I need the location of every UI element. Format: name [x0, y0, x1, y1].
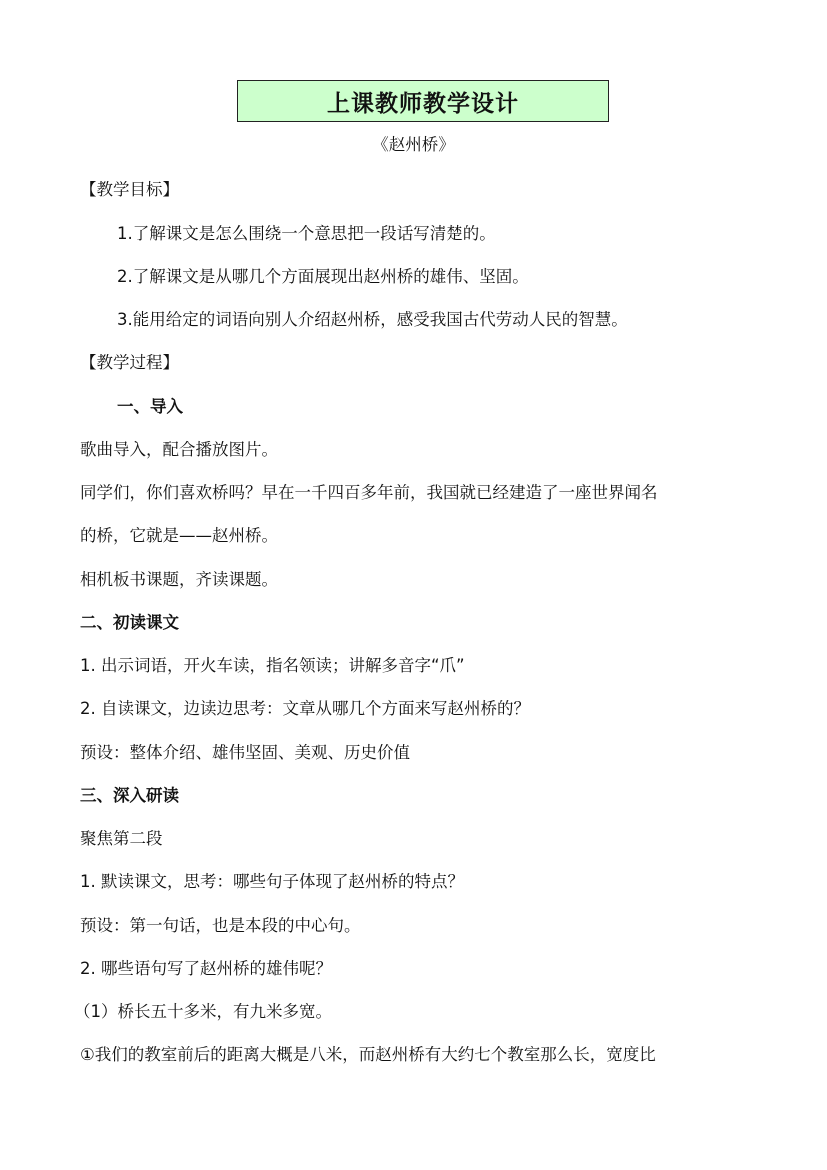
section-1-heading: 一、导入 [117, 397, 183, 416]
document-title: 上课教师教学设计 [237, 80, 609, 122]
paragraph-line: 2. 哪些语句写了赵州桥的雄伟呢？ [80, 959, 332, 978]
objective-item-1: 1.了解课文是怎么围绕一个意思把一段话写清楚的。 [117, 224, 496, 243]
paragraph-line: 1. 默读课文，思考：哪些句子体现了赵州桥的特点？ [80, 872, 464, 891]
objective-item-3: 3.能用给定的词语向别人介绍赵州桥，感受我国古代劳动人民的智慧。 [117, 310, 628, 329]
paragraph-line: 同学们，你们喜欢桥吗？早在一千四百多年前，我国就已经建造了一座世界闻名 [80, 483, 658, 502]
objective-item-2: 2.了解课文是从哪几个方面展现出赵州桥的雄伟、坚固。 [117, 267, 529, 286]
paragraph-line: 的桥，它就是——赵州桥。 [80, 526, 278, 545]
paragraph-line: 预设：第一句话，也是本段的中心句。 [80, 916, 361, 935]
paragraph-line: 相机板书课题，齐读课题。 [80, 570, 278, 589]
section-3-heading: 三、深入研读 [80, 786, 179, 805]
objectives-heading: 【教学目标】 [80, 180, 179, 199]
process-heading: 【教学过程】 [80, 353, 179, 372]
section-2-heading: 二、初读课文 [80, 613, 179, 632]
paragraph-line: （1）桥长五十多米，有九米多宽。 [74, 1002, 332, 1021]
paragraph-line: 歌曲导入，配合播放图片。 [80, 440, 278, 459]
paragraph-line: 预设：整体介绍、雄伟坚固、美观、历史价值 [80, 743, 410, 762]
paragraph-line: 1. 出示词语，开火车读，指名领读；讲解多音字“爪” [80, 656, 465, 675]
lesson-subtitle: 《赵州桥》 [372, 135, 455, 154]
paragraph-line: 2. 自读课文，边读边思考：文章从哪几个方面来写赵州桥的？ [80, 699, 530, 718]
paragraph-line: 聚焦第二段 [80, 829, 163, 848]
paragraph-line: ①我们的教室前后的距离大概是八米，而赵州桥有大约七个教室那么长，宽度比 [80, 1045, 656, 1064]
